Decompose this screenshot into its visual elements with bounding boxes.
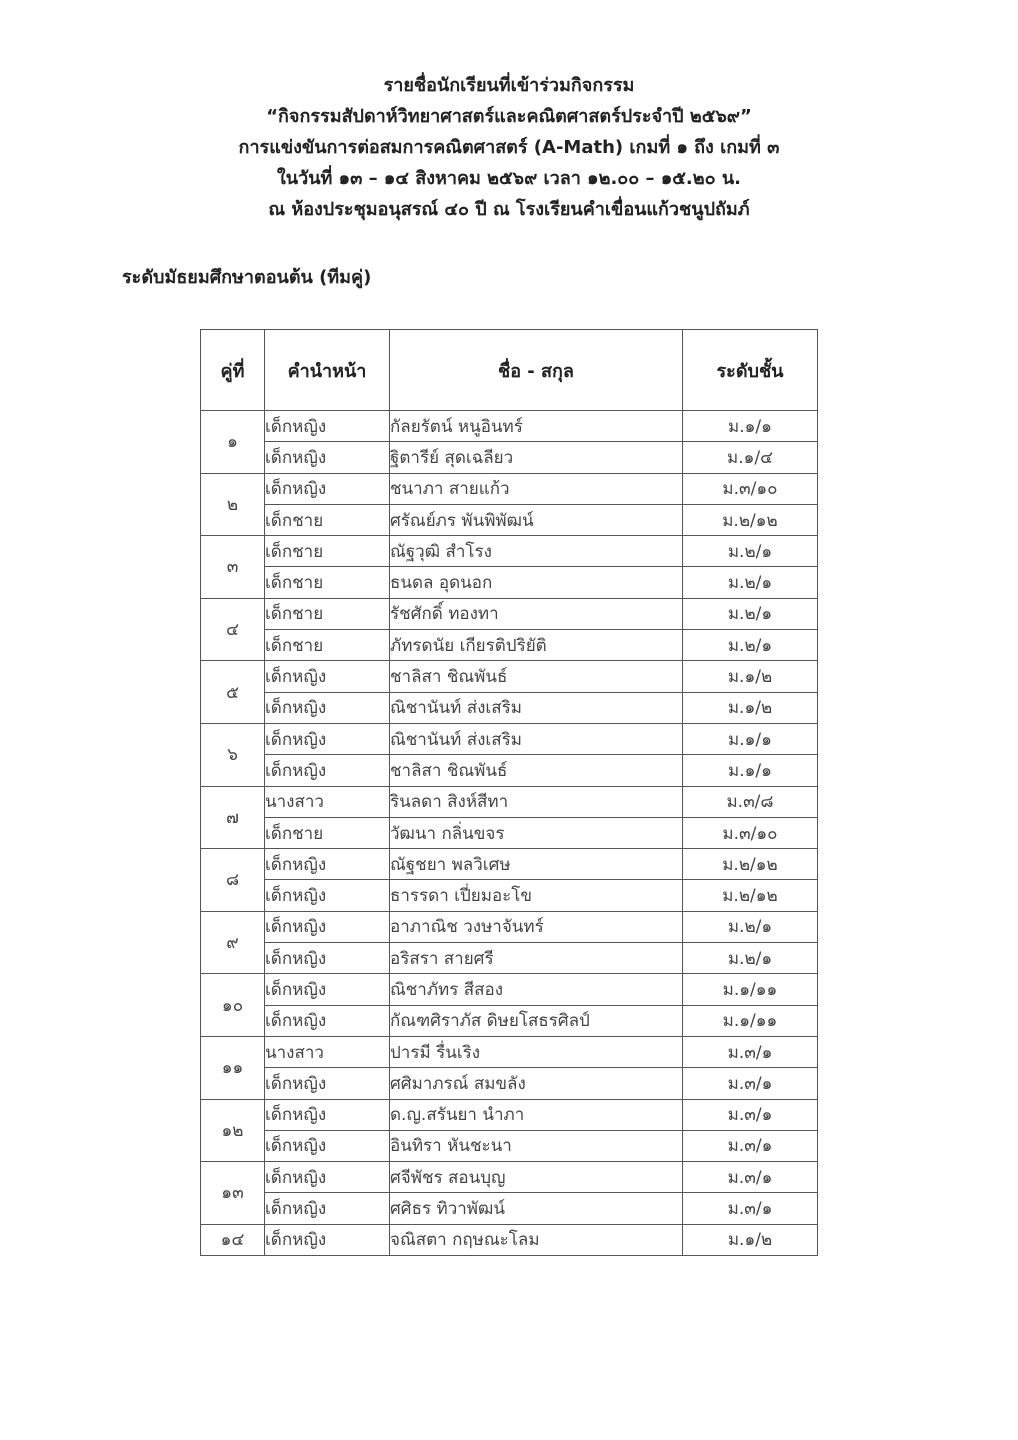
- prefix-cell: เด็กชาย: [265, 598, 390, 629]
- name-cell: ศรัณย์ภร พันพิพัฒน์: [390, 504, 683, 535]
- prefix-cell: เด็กหญิง: [265, 911, 390, 942]
- name-cell: ณิชานันท์ ส่งเสริม: [390, 692, 683, 723]
- level-cell: ม.๒/๑๒: [683, 849, 818, 880]
- table-row: [201, 504, 818, 535]
- pair-number: ๑๒: [201, 1099, 265, 1162]
- name-cell: ภัทรดนัย เกียรติปริยัติ: [390, 630, 683, 661]
- prefix-cell: เด็กชาย: [265, 567, 390, 598]
- level-cell: ม.๓/๑: [683, 1162, 818, 1193]
- pair-number: ๑๔: [201, 1224, 265, 1255]
- column-header-level: ระดับชั้น: [683, 330, 818, 411]
- table-row: [201, 567, 818, 598]
- name-cell: ศจีพัชร สอนบุญ: [390, 1162, 683, 1193]
- name-cell: ธารรดา เปี่ยมอะโข: [390, 880, 683, 911]
- name-cell: ชนาภา สายแก้ว: [390, 473, 683, 504]
- document-header: [0, 70, 1018, 225]
- table-row: [201, 630, 818, 661]
- level-cell: ม.๒/๑: [683, 630, 818, 661]
- name-cell: ธนดล อุดนอก: [390, 567, 683, 598]
- level-cell: ม.๓/๑: [683, 1068, 818, 1099]
- name-cell: อินทิรา หันชะนา: [390, 1130, 683, 1161]
- table-row: [201, 1036, 818, 1067]
- name-cell: ชาลิสา ชิณพันธ์: [390, 661, 683, 692]
- name-cell: กัลยรัตน์ หนูอินทร์: [390, 411, 683, 442]
- table-row: [201, 817, 818, 848]
- name-cell: ศศิมาภรณ์ สมขลัง: [390, 1068, 683, 1099]
- level-cell: ม.๒/๑: [683, 943, 818, 974]
- prefix-cell: เด็กหญิง: [265, 723, 390, 754]
- table-row: [201, 473, 818, 504]
- table-row: [201, 598, 818, 629]
- prefix-cell: นางสาว: [265, 1036, 390, 1067]
- name-cell: ณัฐวุฒิ สำโรง: [390, 536, 683, 567]
- name-cell: จณิสตา กฤษณะโลม: [390, 1224, 683, 1255]
- prefix-cell: เด็กหญิง: [265, 692, 390, 723]
- table-body: [201, 411, 818, 1256]
- level-cell: ม.๑/๒: [683, 1224, 818, 1255]
- level-cell: ม.๓/๑: [683, 1193, 818, 1224]
- table-row: [201, 1162, 818, 1193]
- pair-number: ๕: [201, 661, 265, 724]
- header-line-3: การแข่งขันการต่อสมการคณิตศาสตร์ (A-Math) เกมที่ ๑ ถึง เกมที่ ๓: [238, 137, 780, 158]
- level-cell: ม.๓/๑๐: [683, 817, 818, 848]
- table-row: [201, 911, 818, 942]
- level-cell: ม.๓/๑: [683, 1099, 818, 1130]
- prefix-cell: เด็กชาย: [265, 817, 390, 848]
- prefix-cell: เด็กหญิง: [265, 1068, 390, 1099]
- pair-number: ๓: [201, 536, 265, 599]
- name-cell: ณิชาภัทร สีสอง: [390, 974, 683, 1005]
- header-line-5: ณ ห้องประชุมอนุสรณ์ ๔๐ ปี ณ โรงเรียนคำเขื่อนแก้วชนูปถัมภ์: [268, 199, 750, 220]
- table-row: [201, 786, 818, 817]
- level-cell: ม.๓/๑: [683, 1036, 818, 1067]
- prefix-cell: เด็กหญิง: [265, 1224, 390, 1255]
- name-cell: วัฒนา กลิ่นขจร: [390, 817, 683, 848]
- level-cell: ม.๑/๒: [683, 692, 818, 723]
- table-row: [201, 1005, 818, 1036]
- prefix-cell: เด็กหญิง: [265, 943, 390, 974]
- name-cell: รัชศักดิ์ ทองทา: [390, 598, 683, 629]
- prefix-cell: เด็กหญิง: [265, 473, 390, 504]
- table-row: [201, 411, 818, 442]
- name-cell: รินลดา สิงห์สีทา: [390, 786, 683, 817]
- level-cell: ม.๓/๑๐: [683, 473, 818, 504]
- name-cell: กัณฑศิราภัส ดิษยโสธรศิลป์: [390, 1005, 683, 1036]
- pair-number: ๗: [201, 786, 265, 849]
- prefix-cell: เด็กหญิง: [265, 1005, 390, 1036]
- name-cell: อาภาณิช วงษาจันทร์: [390, 911, 683, 942]
- table-row: [201, 723, 818, 754]
- level-cell: ม.๑/๑๑: [683, 974, 818, 1005]
- name-cell: ด.ญ.สรันยา นำภา: [390, 1099, 683, 1130]
- table-row: [201, 536, 818, 567]
- prefix-cell: เด็กหญิง: [265, 1130, 390, 1161]
- section-title: ระดับมัธยมศึกษาตอนต้น (ทีมคู่): [122, 267, 372, 288]
- prefix-cell: เด็กหญิง: [265, 1099, 390, 1130]
- level-cell: ม.๒/๑: [683, 911, 818, 942]
- level-cell: ม.๓/๑: [683, 1130, 818, 1161]
- level-cell: ม.๒/๑: [683, 598, 818, 629]
- pair-number: ๑๑: [201, 1036, 265, 1099]
- name-cell: ฐิตารีย์ สุดเฉลียว: [390, 442, 683, 473]
- level-cell: ม.๒/๑๒: [683, 880, 818, 911]
- table-row: [201, 943, 818, 974]
- level-cell: ม.๑/๑๑: [683, 1005, 818, 1036]
- header-line-2: “กิจกรรมสัปดาห์วิทยาศาสตร์และคณิตศาสตร์ประจำปี ๒๕๖๙”: [266, 106, 752, 127]
- prefix-cell: นางสาว: [265, 786, 390, 817]
- table-row: [201, 880, 818, 911]
- pair-number: ๑๐: [201, 974, 265, 1037]
- level-cell: ม.๑/๑: [683, 723, 818, 754]
- prefix-cell: เด็กหญิง: [265, 411, 390, 442]
- table-row: [201, 442, 818, 473]
- table-row: [201, 755, 818, 786]
- prefix-cell: เด็กชาย: [265, 630, 390, 661]
- name-cell: ณิชานันท์ ส่งเสริม: [390, 723, 683, 754]
- table-row: [201, 849, 818, 880]
- prefix-cell: เด็กหญิง: [265, 442, 390, 473]
- prefix-cell: เด็กหญิง: [265, 1162, 390, 1193]
- table-row: [201, 692, 818, 723]
- table-row: [201, 1193, 818, 1224]
- pair-number: ๒: [201, 473, 265, 536]
- column-header-name: ชื่อ - สกุล: [390, 330, 683, 411]
- name-cell: ศศิธร ทิวาพัฒน์: [390, 1193, 683, 1224]
- prefix-cell: เด็กหญิง: [265, 849, 390, 880]
- table-row: [201, 661, 818, 692]
- level-cell: ม.๑/๔: [683, 442, 818, 473]
- prefix-cell: เด็กชาย: [265, 504, 390, 535]
- participant-table: [200, 329, 818, 1256]
- prefix-cell: เด็กหญิง: [265, 974, 390, 1005]
- table-header-row: [201, 330, 818, 411]
- name-cell: ชาลิสา ชิณพันธ์: [390, 755, 683, 786]
- name-cell: ปารมี รื่นเริง: [390, 1036, 683, 1067]
- level-cell: ม.๒/๑: [683, 567, 818, 598]
- pair-number: ๑๓: [201, 1162, 265, 1225]
- table-row: [201, 1099, 818, 1130]
- pair-number: ๔: [201, 598, 265, 661]
- pair-number: ๖: [201, 723, 265, 786]
- prefix-cell: เด็กหญิง: [265, 1193, 390, 1224]
- level-cell: ม.๑/๑: [683, 755, 818, 786]
- header-line-4: ในวันที่ ๑๓ – ๑๔ สิงหาคม ๒๕๖๙ เวลา ๑๒.๐๐ – ๑๕.๒๐ น.: [277, 168, 741, 189]
- table-row: [201, 974, 818, 1005]
- level-cell: ม.๑/๒: [683, 661, 818, 692]
- level-cell: ม.๓/๘: [683, 786, 818, 817]
- column-header-pair: คู่ที่: [201, 330, 265, 411]
- prefix-cell: เด็กหญิง: [265, 755, 390, 786]
- header-line-1: รายชื่อนักเรียนที่เข้าร่วมกิจกรรม: [383, 75, 635, 96]
- level-cell: ม.๒/๑: [683, 536, 818, 567]
- table-row: [201, 1130, 818, 1161]
- pair-number: ๘: [201, 849, 265, 912]
- column-header-prefix: คำนำหน้า: [265, 330, 390, 411]
- table-row: [201, 1224, 818, 1255]
- pair-number: ๙: [201, 911, 265, 974]
- name-cell: ณัฐชยา พลวิเศษ: [390, 849, 683, 880]
- table-row: [201, 1068, 818, 1099]
- level-cell: ม.๑/๑: [683, 411, 818, 442]
- pair-number: ๑: [201, 411, 265, 474]
- prefix-cell: เด็กหญิง: [265, 880, 390, 911]
- level-cell: ม.๒/๑๒: [683, 504, 818, 535]
- prefix-cell: เด็กหญิง: [265, 661, 390, 692]
- prefix-cell: เด็กชาย: [265, 536, 390, 567]
- name-cell: อริสรา สายศรี: [390, 943, 683, 974]
